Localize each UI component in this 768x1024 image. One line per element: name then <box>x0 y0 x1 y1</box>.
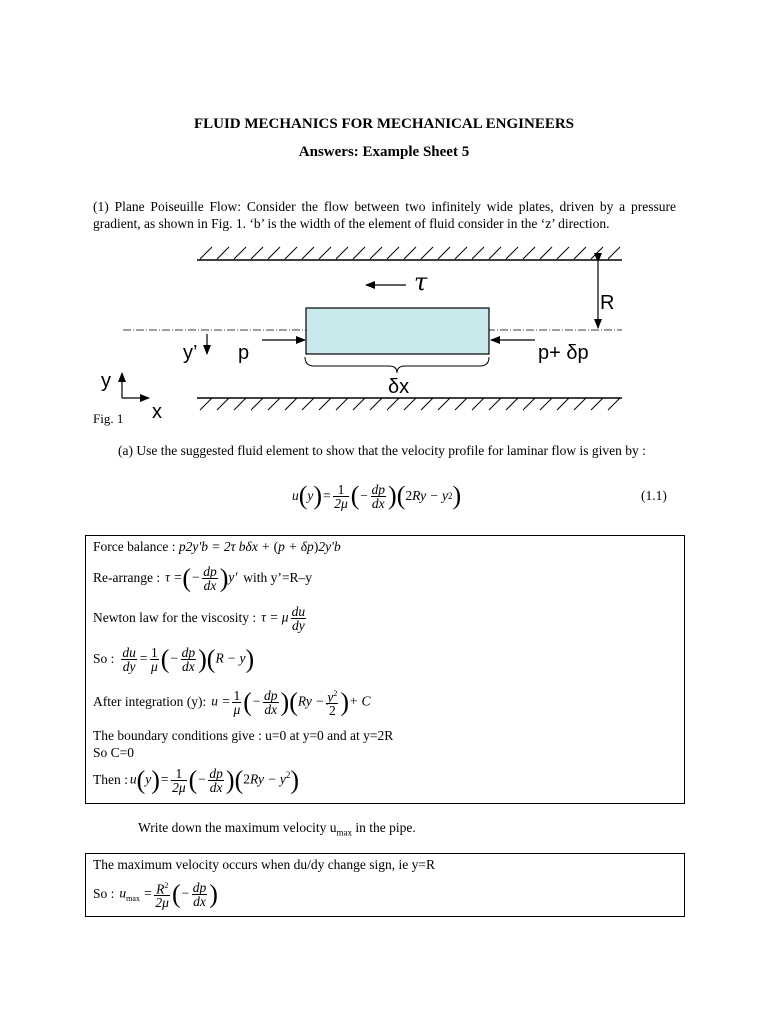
solution-box-2 <box>85 853 685 917</box>
so-label: So : <box>93 651 115 666</box>
boundary-conditions: The boundary conditions give : u=0 at y=0 and at y=2R <box>93 728 394 743</box>
pressure-left-label: p <box>238 342 250 364</box>
solution-box-1 <box>85 535 685 804</box>
force-balance-line <box>93 539 341 555</box>
force-balance-label: Force balance : <box>93 539 176 554</box>
equation-number: (1.1) <box>641 488 667 503</box>
integration-line: After integration (y): u = $\frac{1}{\mu}$ (− $\frac{dp}{dx}$ )(Ry − $\frac{y^2}{2}$ )+ C <box>93 687 371 719</box>
document-subtitle: Answers: Example Sheet 5 <box>298 144 470 160</box>
figure-caption: Fig. 1 <box>93 411 124 426</box>
document-title: FLUID MECHANICS FOR MECHANICAL ENGINEERS <box>193 116 575 132</box>
max-velocity-prompt-text: Write down the maximum velocity u <box>138 820 337 835</box>
y-prime-label: y’ <box>183 342 198 364</box>
newton-line: Newton law for the viscosity : τ = μ $\frac{du}{dy}$ <box>93 603 306 633</box>
then-label: Then : <box>93 772 128 787</box>
newton-label: Newton law for the viscosity : <box>93 610 257 625</box>
bottom-wall <box>197 398 622 410</box>
fluid-element <box>306 308 489 354</box>
figure-1 <box>0 0 768 440</box>
max-so-label: So : <box>93 886 115 901</box>
pressure-right-label: p+ δp <box>538 342 589 364</box>
x-axis-label: x <box>152 401 162 423</box>
rearrange-with: with y’=R–y <box>243 570 313 585</box>
constant-result: So C=0 <box>93 745 135 760</box>
max-velocity-prompt-end: in the pipe. <box>352 820 416 835</box>
integration-label: After integration (y): <box>93 694 207 709</box>
y-axis-label: y <box>101 370 111 392</box>
force-balance-eq: p2y'b = 2τ bδx + (p + δp)2y'b <box>178 539 341 554</box>
rearrange-label: Re-arrange : <box>93 570 161 585</box>
max-velocity-line: So : $u_{max}$ = $\frac{R^2}{2\mu}$ (− $\frac{dp}{dx}$ ) <box>93 879 218 911</box>
equation-1-1: u ( y ) = $\frac{1}{2\mu}$ ( − $\frac{dp}{dx}$ ) ( 2 Ry − y 2 ) <box>292 481 462 511</box>
problem-1-intro: (1) Plane Poiseuille Flow: Consider the flow between two infinitely wide plates, driven by a pressure gradient, as shown in Fig. 1. ‘b’ is the width of the element of fluid consider in the ‘z’ direction. <box>93 199 676 231</box>
radius-label: R <box>600 292 615 314</box>
tau-label: τ <box>414 268 428 296</box>
max-velocity-prompt <box>138 820 416 841</box>
max-velocity-statement: The maximum velocity occurs when du/dy change sign, ie y=R <box>93 857 436 872</box>
part-a-prompt: (a) Use the suggested fluid element to show that the velocity profile for laminar flow is given by : <box>118 443 646 458</box>
rearrange-line: Re-arrange : τ =(− $\frac{dp}{dx}$ )y' with y’=R–y <box>93 563 313 593</box>
so-line: So : $\frac{du}{dy}$ = $\frac{1}{\mu}$ (− $\frac{dp}{dx}$ )(R − y) <box>93 644 255 674</box>
top-wall <box>197 247 622 260</box>
element-length-label: δx <box>388 376 410 398</box>
element-length-brace <box>305 357 489 373</box>
max-subscript: max <box>336 827 353 838</box>
then-line: Then : u(y)= $\frac{1}{2\mu}$ (− $\frac{dp}{dx}$ )$(2Ry - y^2)$ <box>93 765 300 795</box>
